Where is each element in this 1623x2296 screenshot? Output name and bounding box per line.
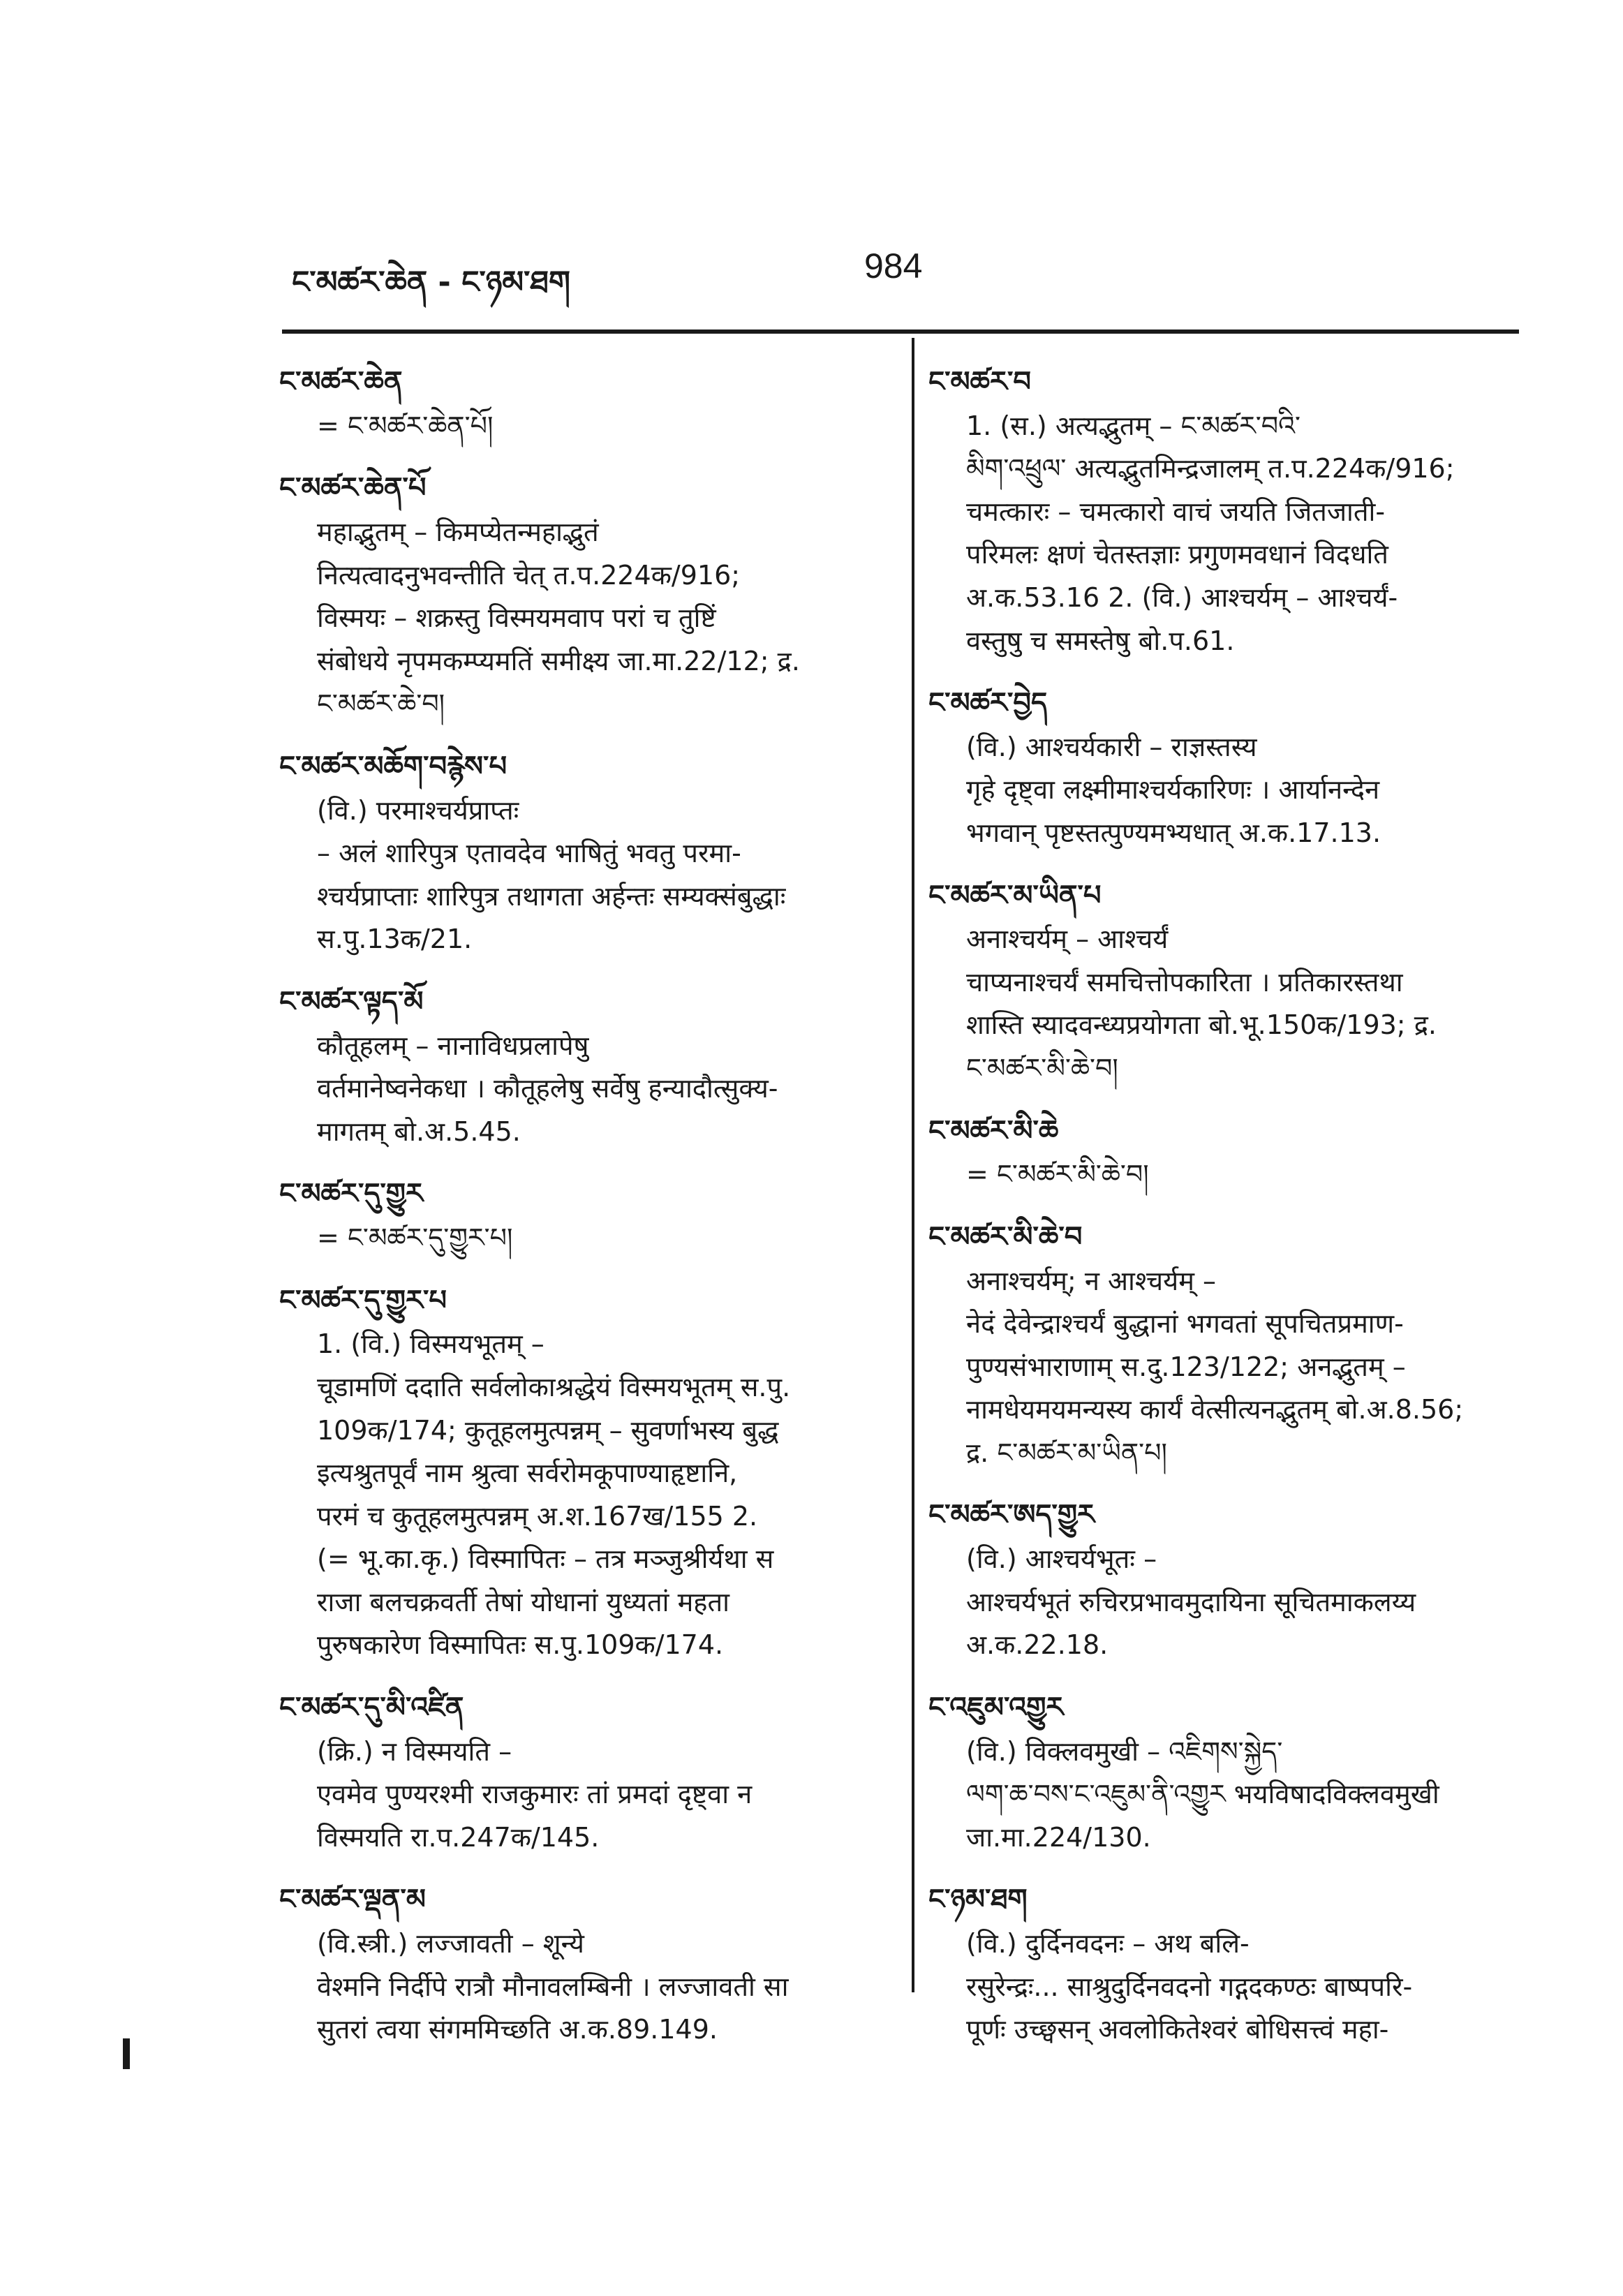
entry-line: ང་མཚར་ཆེ་བ།: [317, 688, 445, 720]
entry-line: (वि.) दुर्दिनवदनः – अथ बलि-: [966, 1928, 1250, 1960]
entry-line: विस्मयः – शक्रस्तु विस्मयमवाप परां च तुष्टिं: [317, 602, 716, 634]
dictionary-entry: [928, 1109, 1529, 1197]
entry-line: (वि.) विक्लवमुखी – འཇིགས་སྐྱེད་: [966, 1735, 1283, 1767]
entry-line: गृहे दृष्ट्वा लक्ष्मीमाश्चर्यकारिणः । आर्यानन्देन: [966, 774, 1380, 806]
entry-line: ལག་ཆ་བས་ང་འཇུམ་ནི་འགྱུར भयविषादविक्लवमुखी: [966, 1779, 1439, 1810]
entry-line: चाप्यनाश्चर्यं समचित्तोपकारिता । प्रतिकारस्तथा: [966, 966, 1403, 998]
entry-line: सुतरां त्वया संगममिच्छति अ.क.89.149.: [317, 2014, 718, 2045]
entry-line: जा.मा.224/130.: [966, 1821, 1151, 1853]
entry-headword: ང་མཚར་དུ་གྱུར: [279, 1178, 423, 1210]
entry-line: = ང་མཚར་དུ་གྱུར་པ།: [317, 1222, 513, 1254]
entry-line: इत्यश्रुतपूर्वं नाम श्रुत्वा सर्वरोमकूपाण्याहृष्टानि,: [317, 1458, 738, 1489]
entry-line: नामधेयमयमन्यस्य कार्यं वेत्सीत्यनद्भुतम् बो.अ.8.56;: [966, 1394, 1464, 1425]
entry-line: रसुरेन्द्रः... साश्रुदुर्दिनवदनो गद्गदकण्ठः बाष्पपरि-: [966, 1971, 1413, 2002]
entry-headword: ང་མཚར་ཨད་གྱུར: [928, 1499, 1095, 1532]
dictionary-entry: [928, 1877, 1529, 2051]
entry-line: पुण्यसंभाराणाम् स.दु.123/122; अनद्भुतम् –: [966, 1351, 1406, 1382]
entry-line: श्चर्यप्राप्ताः शारिपुत्र तथागता अर्हन्तः सम्यक्संबुद्धाः: [317, 880, 786, 912]
entry-line: = ང་མཚར་ཆེན་པོ།: [317, 410, 494, 441]
dictionary-entry: [928, 681, 1529, 854]
entry-line: 1. (वि.) विस्मयभूतम् –: [317, 1328, 544, 1360]
entry-line: चूडामणिं ददाति सर्वलोकाश्रद्धेयं विस्मयभूतम् स.पु.: [317, 1371, 791, 1402]
entry-line: = ང་མཚར་མི་ཆེ་བ།: [966, 1159, 1149, 1190]
page-number: 984: [864, 246, 923, 286]
entry-line: མིག་འཕྲུལ་ अत्यद्भुतमिन्द्रजालम् त.प.224क/916;: [966, 453, 1455, 484]
entry-line: (वि.स्त्री.) लज्जावती – शून्ये: [317, 1928, 584, 1960]
entry-line: अनाश्चर्यम् – आश्चर्यं: [966, 924, 1169, 955]
header-rule: [282, 329, 1519, 334]
right-column: [928, 360, 1529, 2070]
entry-headword: ང་མཚར་མི་ཆེ་བ: [928, 1220, 1083, 1253]
entry-line: स.पु.13क/21.: [317, 924, 473, 955]
column-divider: [912, 338, 914, 1992]
entry-line: आश्चर्यभूतं रुचिरप्रभावमुदायिना सूचितमाकलय्य: [966, 1586, 1416, 1617]
entry-line: अ.क.22.18.: [966, 1629, 1109, 1661]
entry-line: भगवान् पृष्टस्तत्पुण्यमभ्यधात् अ.क.17.13.: [966, 817, 1381, 848]
dictionary-entry: [928, 1493, 1529, 1666]
entry-line: परमं च कुतूहलमुत्पन्नम् अ.श.167ख/155 2.: [317, 1500, 758, 1532]
entry-line: (क्रि.) न विस्मयति –: [317, 1735, 512, 1767]
entry-line: एवमेव पुण्यरश्मी राजकुमारः तां प्रमदां दृष्ट्वा न: [317, 1779, 753, 1810]
entry-line: 1. (स.) अत्यद्भुतम् – ང་མཚར་བའི་: [966, 410, 1301, 441]
entry-line: संबोधये नृपमकम्प्यमतिं समीक्ष्य जा.मा.22/12; द्र.: [317, 645, 800, 676]
entry-line: (वि.) परमाश्चर्यप्राप्तः: [317, 794, 519, 826]
entry-headword: ང་མཚར་དུ་གྱུར་པ: [279, 1284, 447, 1317]
entry-line: वर्तमानेष्वनेकधा । कौतूहलेषु सर्वेषु हन्यादौत्सुक्य-: [317, 1073, 778, 1104]
dictionary-entry: [928, 360, 1529, 662]
entry-line: – अलं शारिपुत्र एतावदेव भाषितुं भवतु परमा-: [317, 838, 741, 869]
entry-line: अ.क.53.16 2. (वि.) आश्चर्यम् – आश्चर्यं-: [966, 582, 1398, 613]
entry-line: परिमलः क्षणं चेतस्तज्ञाः प्रगुणमवधानं विदधति: [966, 539, 1388, 570]
dictionary-entry: [928, 873, 1529, 1090]
entry-headword: ང་མཚར་བ: [928, 366, 1031, 398]
entry-line: नेदं देवेन्द्राश्चर्यं बुद्धानां भगवतां सूपचितप्रमाण-: [966, 1308, 1404, 1340]
dictionary-entry: [279, 1877, 894, 2051]
entry-headword: ང་མཚར་བྱེད: [928, 687, 1048, 720]
dictionary-entry: [279, 744, 894, 961]
entry-line: शास्ति स्यादवन्ध्यप्रयोगता बो.भू.150क/193; द्र.: [966, 1009, 1437, 1041]
entry-line: महाद्भुतम् – किमप्येतन्महाद्भुतं: [317, 517, 599, 548]
entry-line: चमत्कारः – चमत्कारो वाचं जयति जितजाती-: [966, 496, 1386, 527]
entry-headword: ང་མཚར་ཆེན་པོ: [279, 472, 427, 505]
entry-line: नित्यत्वादनुभवन्तीति चेत् त.प.224क/916;: [317, 559, 741, 591]
entry-headword: ང་མཚར་མ་ཡིན་པ: [928, 879, 1102, 912]
dictionary-entry: [928, 1215, 1529, 1475]
entry-line: विस्मयति रा.प.247क/145.: [317, 1821, 600, 1853]
entry-line: मागतम् बो.अ.5.45.: [317, 1116, 521, 1147]
dictionary-entry: [279, 466, 894, 726]
entry-headword: ང་ཉམ་ཐག: [928, 1883, 1028, 1916]
entry-headword: ང་འཇུམ་འགྱུར: [928, 1691, 1064, 1724]
dictionary-entry: [279, 1171, 894, 1259]
margin-mark: [123, 2038, 130, 2069]
entry-headword: ང་མཚར་ཆེན: [279, 366, 403, 398]
entry-line: वेश्मनि निर्दीपे रात्रौ मौनावलम्बिनी । लज्जावती सा: [317, 1971, 789, 2002]
entry-line: (वि.) आश्चर्यकारी – राज्ञस्तस्य: [966, 731, 1257, 762]
dictionary-entry: [928, 1685, 1529, 1859]
dictionary-entry: [279, 360, 894, 447]
dictionary-entry: [279, 1278, 894, 1667]
entry-line: (= भू.का.कृ.) विस्मापितः – तत्र मञ्जुश्रीर्यथा स: [317, 1543, 774, 1575]
entry-headword: ང་མཚར་མཆོག་བརྙེས་པ: [279, 750, 507, 783]
running-header: ང་མཚར་ཆེན - ང་ཉམ་ཐག: [292, 265, 570, 300]
left-column: [279, 360, 894, 2070]
dictionary-entry: [279, 979, 894, 1153]
entry-line: अनाश्चर्यम्; न आश्चर्यम् –: [966, 1265, 1217, 1296]
entry-headword: ང་མཚར་དུ་མི་འཛིན: [279, 1691, 464, 1724]
entry-line: कौतूहलम् – नानाविधप्रलापेषु: [317, 1030, 589, 1061]
entry-headword: ང་མཚར་མི་ཆེ: [928, 1114, 1059, 1147]
entry-line: ང་མཚར་མི་ཆེ་བ།: [966, 1052, 1118, 1083]
entry-headword: ང་མཚར་ལྡན་མ: [279, 1883, 426, 1916]
entry-line: पुरुषकारेण विस्मापितः स.पु.109क/174.: [317, 1629, 724, 1661]
entry-line: (वि.) आश्चर्यभूतः –: [966, 1543, 1157, 1575]
entry-line: राजा बलचक्रवर्ती तेषां योधानां युध्यतां महता: [317, 1586, 729, 1617]
entry-line: द्र. ང་མཚར་མ་ཡིན་པ།: [966, 1437, 1167, 1468]
entry-line: पूर्णः उच्छ्वसन् अवलोकितेश्वरं बोधिसत्त्वं महा-: [966, 2014, 1389, 2045]
dictionary-entry: [279, 1685, 894, 1859]
entry-headword: ང་མཚར་ལྟད་མོ: [279, 985, 424, 1018]
entry-line: वस्तुषु च समस्तेषु बो.प.61.: [966, 625, 1235, 656]
entry-line: 109क/174; कुतूहलमुत्पन्नम् – सुवर्णाभस्य बुद्ध: [317, 1414, 779, 1446]
